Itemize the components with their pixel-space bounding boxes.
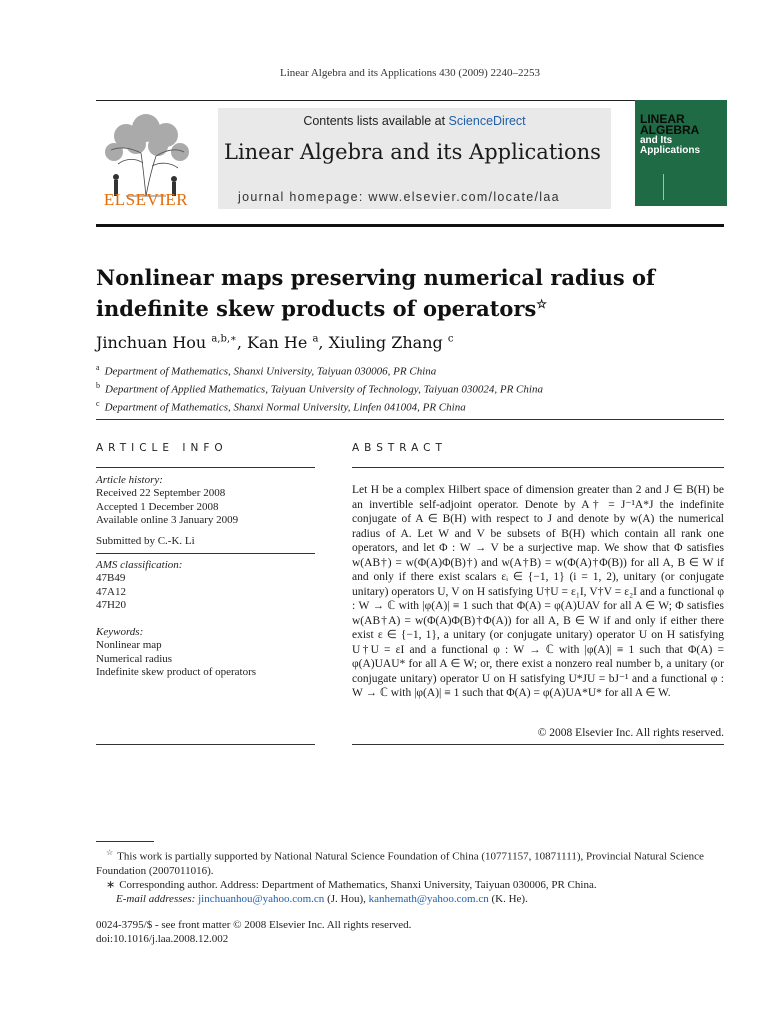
top-divider xyxy=(96,100,724,101)
cover-decoration xyxy=(663,174,693,200)
abstract-heading: ABSTRACT xyxy=(352,442,447,454)
keyword: Nonlinear map xyxy=(96,639,162,652)
title-footnote-mark[interactable]: ☆ xyxy=(536,297,548,311)
footnote-mark: ☆ xyxy=(106,848,114,857)
cover-subtitle-line: and Its xyxy=(640,135,673,146)
affiliation xyxy=(96,397,543,415)
author-name[interactable]: Xiuling Zhang xyxy=(328,333,443,352)
info-bottom-divider xyxy=(96,744,315,745)
journal-title: Linear Algebra and its Applications xyxy=(224,140,601,164)
ams-code: 47A12 xyxy=(96,585,126,598)
article-title xyxy=(96,265,736,322)
author-marks: a,b,∗ xyxy=(211,333,237,345)
corresponding-footnote xyxy=(96,878,724,892)
cover-subtitle-line: Applications xyxy=(640,145,701,156)
ams-code: 47H20 xyxy=(96,599,126,612)
front-matter xyxy=(96,918,411,946)
funding-footnote xyxy=(96,846,724,878)
keywords xyxy=(96,626,318,680)
abstract-copyright: © 2008 Elsevier Inc. All rights reserved. xyxy=(537,727,724,739)
contents-prefix: Contents lists available at xyxy=(303,114,449,128)
author-name[interactable]: Kan He xyxy=(247,333,308,352)
history-item: Available online 3 January 2009 xyxy=(96,514,239,527)
sciencedirect-link[interactable]: ScienceDirect xyxy=(448,114,526,128)
affiliation-text: Department of Applied Mathematics, Taiyuan University of Technology, Taiyuan 030024, PR China xyxy=(105,383,543,396)
info-section-divider xyxy=(96,553,315,554)
article-title-text: Nonlinear maps preserving numerical radius of indefinite skew products of operators xyxy=(96,265,656,321)
email-owner: (J. Hou), xyxy=(324,893,369,906)
keyword: Indefinite skew product of operators xyxy=(96,666,257,679)
author-marks: c xyxy=(447,333,454,345)
abstract-text: Let H be a complex Hilbert space of dimension greater than 2 and J ∈ B(H) be an invertible self-adjoint operator. Denote by A† = J⁻¹A*J the indefinite conjugate of A ∈ B(H) with respect to J and denote by w(A) the numerical radius of A. Let W and V be subsets of B(H) which contain all rank one operators, and let Φ : W → V be a surjective map. We show that Φ satisfies w(AB†) = w(Φ(A)Φ(B)†) and w(A†B) = w(Φ(A)†Φ(B)) for all A, B ∈ W if and only if there exist scalars εᵢ ∈ {−1, 1} (i = 1, 2), unitary (or conjugate unitary) operators U, V on H satisfying U†U = ε₁I, V†V = ε₂I and a functional φ : W → ℂ with |φ(A)| ≡ 1 such that Φ(A) = φ(A)UAV for all A ∈ W; Φ satisfies w(AB†A) = w(Φ(A)Φ(B)†Φ(A)) for all A, B ∈ W if and only if either there exist ε ∈ {−1, 1}, a unitary (or conjugate unitary) operator U on H satisfying U†U = εI and a functional φ : W → ℂ with |φ(A)| ≡ 1 such that Φ(A) = φ(A)UAU* for all A ∈ W; or, there exist a nonzero real number b, a unitary (or conjugate unitary) operator U on H satisfying U*JU = bJ⁻¹ and a functional φ : W → ℂ with |φ(A)| ≡ 1 such that Φ(A) = φ(A)UA*U* for all A ∈ W. xyxy=(352,484,724,699)
keywords-label: Keywords: xyxy=(96,626,144,638)
corresponding-text: Corresponding author. Address: Department of Mathematics, Shanxi University, Taiyuan 030006, PR China. xyxy=(119,879,597,892)
affiliation-text: Department of Mathematics, Shanxi University, Taiyuan 030006, PR China xyxy=(104,365,437,378)
email-label: E-mail addresses: xyxy=(116,893,196,906)
affiliation-mark: a xyxy=(96,363,100,372)
contents-line xyxy=(218,114,611,128)
ams-code: 47B49 xyxy=(96,572,126,585)
header-divider xyxy=(96,224,724,227)
author-list: Jinchuan Hou $^{a,b,∗}$, Kan He $^a$, Xiuling Zhang $^c$ xyxy=(96,333,454,352)
affiliation-text: Department of Mathematics, Shanxi Normal University, Linfen 041004, PR China xyxy=(104,401,466,414)
footnote-mark: ∗ xyxy=(106,879,116,892)
article-info-divider xyxy=(96,467,315,468)
abstract-divider xyxy=(352,467,724,468)
issn-line: 0024-3795/$ - see front matter © 2008 Elsevier Inc. All rights reserved. xyxy=(96,919,412,931)
article-history xyxy=(96,474,318,528)
cover-title-line: LINEAR xyxy=(640,112,685,126)
affiliation xyxy=(96,361,543,379)
keyword: Numerical radius xyxy=(96,652,173,665)
history-label: Article history: xyxy=(96,474,163,486)
email-owner: (K. He). xyxy=(488,893,528,906)
ams-label: AMS classification: xyxy=(96,559,183,571)
publisher-wordmark: ELSEVIER xyxy=(103,190,189,209)
affiliations xyxy=(96,361,543,415)
submitted-by: Submitted by C.-K. Li xyxy=(96,535,195,547)
article-info-heading: ARTICLE INFO xyxy=(96,442,228,454)
email-link[interactable]: kanhemath@yahoo.com.cn xyxy=(368,893,489,906)
affiliation-divider xyxy=(96,419,724,420)
abstract-bottom-divider xyxy=(352,744,724,745)
email-link[interactable]: jinchuanhou@yahoo.com.cn xyxy=(198,893,325,906)
journal-cover xyxy=(635,100,727,206)
cover-title-line: ALGEBRA xyxy=(640,123,700,137)
doi-line[interactable]: doi:10.1016/j.laa.2008.12.002 xyxy=(96,933,229,945)
footnote-divider xyxy=(96,841,154,842)
journal-homepage[interactable]: journal homepage: www.elsevier.com/locate/laa xyxy=(238,190,560,204)
affiliation xyxy=(96,379,543,397)
author-marks: a xyxy=(312,333,319,345)
ams-classification xyxy=(96,559,318,613)
author-name[interactable]: Jinchuan Hou xyxy=(96,333,207,352)
history-item: Accepted 1 December 2008 xyxy=(96,500,219,513)
funding-text: This work is partially supported by National Natural Science Foundation of China (10771157, 10871111), Provincial Natural Science Foundation (2007011016). xyxy=(96,850,704,877)
journal-reference: Linear Algebra and its Applications 430 (2009) 2240–2253 xyxy=(280,67,540,79)
footnotes xyxy=(96,846,724,906)
history-item: Received 22 September 2008 xyxy=(96,487,226,500)
affiliation-mark: c xyxy=(96,399,100,409)
email-footnote xyxy=(96,892,724,906)
journal-banner xyxy=(218,108,611,209)
affiliation-mark: b xyxy=(96,381,100,391)
